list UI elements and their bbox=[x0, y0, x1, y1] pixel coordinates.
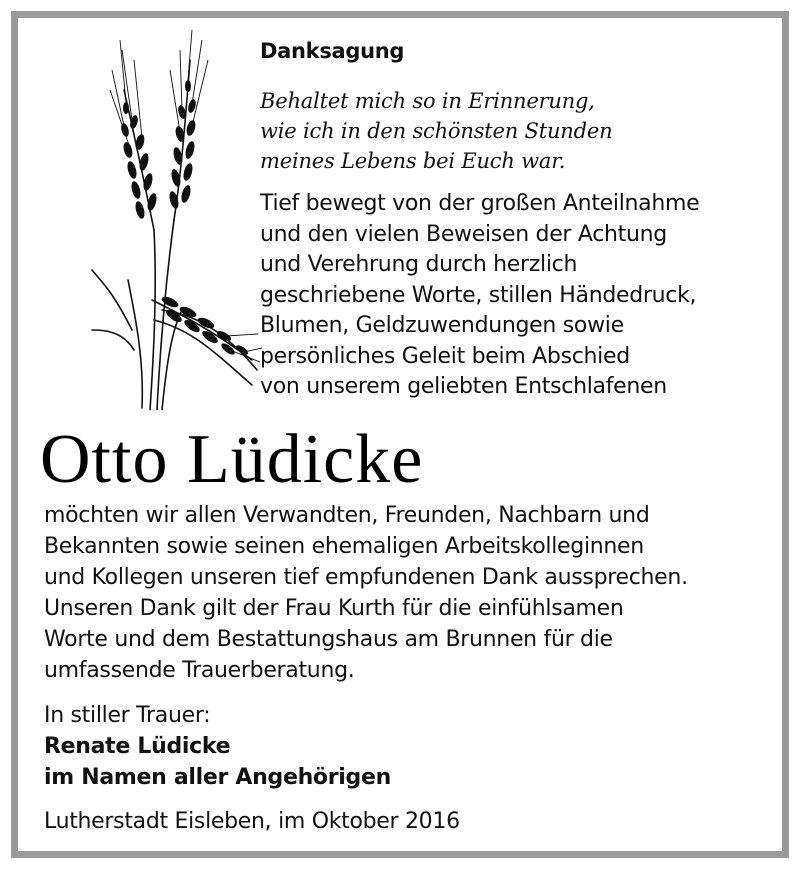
intro-line: Tief bewegt von der großen Anteilnahme bbox=[260, 191, 700, 216]
signoff-text: In stiller Trauer: bbox=[44, 703, 211, 728]
signer-name: Renate Lüdicke bbox=[44, 734, 231, 759]
intro-line: geschriebene Worte, stillen Händedruck, bbox=[260, 282, 697, 308]
signature-block bbox=[44, 700, 391, 793]
quote-line: Behaltet mich so in Erinnerung, bbox=[260, 89, 595, 113]
body-line: möchten wir allen Verwandten, Freunden, Nachbarn und bbox=[44, 503, 650, 528]
notice-content bbox=[22, 22, 778, 847]
memorial-quote bbox=[260, 86, 612, 176]
wheat-ears-icon bbox=[62, 30, 262, 410]
body-line: Worte und dem Bestattungshaus am Brunnen für die bbox=[44, 627, 613, 652]
signer-group: im Namen aller Angehörigen bbox=[44, 765, 391, 790]
intro-line: und Verehrung durch herzlich bbox=[260, 252, 578, 277]
intro-line: Blumen, Geldzuwendungen sowie bbox=[260, 313, 624, 338]
intro-line: persönliches Geleit beim Abschied bbox=[260, 343, 630, 369]
deceased-name: Otto Lüdicke bbox=[40, 421, 424, 498]
body-line: Bekannten sowie seinen ehemaligen Arbeitskolleginnen bbox=[44, 534, 644, 559]
quote-line: wie ich in den schönsten Stunden bbox=[260, 119, 613, 143]
body-line: Unseren Dank gilt der Frau Kurth für die einfühlsamen bbox=[44, 596, 624, 621]
body-line: umfassende Trauerberatung. bbox=[44, 658, 355, 683]
body-line: und Kollegen unseren tief empfundenen Dank aussprechen. bbox=[44, 565, 688, 590]
intro-line: und den vielen Beweisen der Achtung bbox=[260, 221, 667, 247]
thanks-paragraph bbox=[44, 500, 688, 686]
notice-heading: Danksagung bbox=[260, 39, 405, 63]
quote-line: meines Lebens bei Euch war. bbox=[260, 149, 566, 173]
intro-paragraph bbox=[260, 189, 699, 403]
place-date: Lutherstadt Eisleben, im Oktober 2016 bbox=[44, 809, 460, 834]
intro-line: von unserem geliebten Entschlafenen bbox=[260, 374, 667, 399]
